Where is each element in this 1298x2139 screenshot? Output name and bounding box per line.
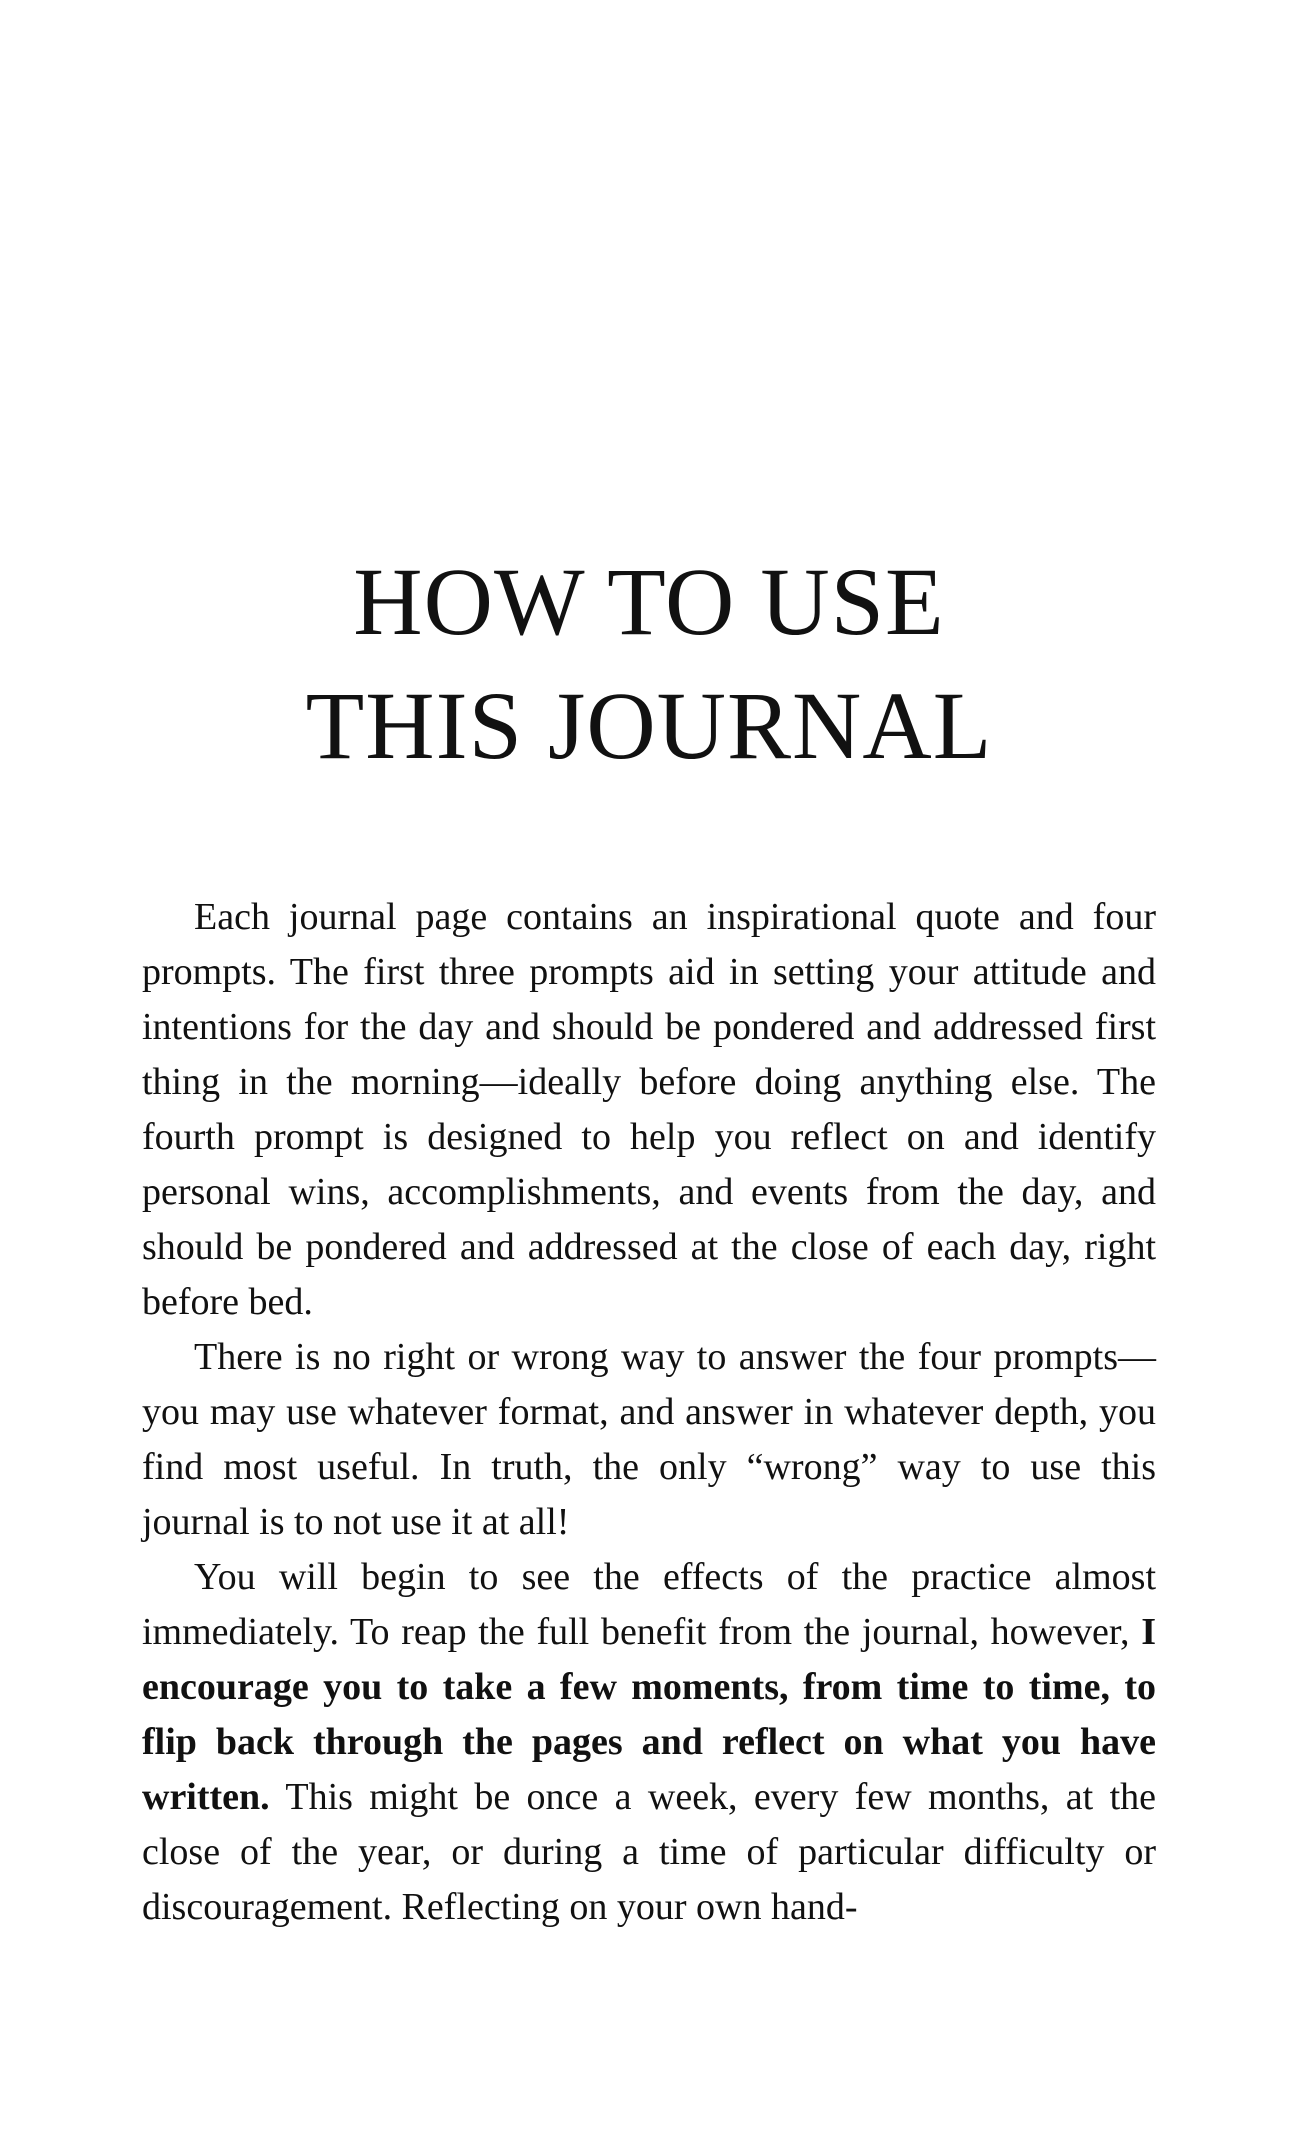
paragraph-1: Each journal page contains an inspirational quote and four prompts. The first three prompts aid in setting your attitude and intentions for the day and should be pondered and addressed first thing in the morning—ideally before doing anything else. The fourth prompt is designed to help you reflect on and identify personal wins, accomplishments, and events from the day, and should be pondered and addressed at the close of each day, right before bed.: [142, 896, 1156, 1323]
paragraph-3-start: You will begin to see the effects of the practice almost immediately. To reap the full benefit from the journal, however,: [142, 1556, 1156, 1653]
paragraph-2: There is no right or wrong way to answer the four prompts—you may use whatever format, and answer in whatever depth, you find most useful. In truth, the only “wrong” way to use this journal is to not use it at all!: [142, 1336, 1156, 1543]
page-title: [0, 540, 1298, 788]
page-title-line-1: HOW TO USE: [353, 548, 945, 655]
paragraph-3: [142, 1550, 1156, 1935]
page-title-line-2: THIS JOURNAL: [305, 672, 993, 779]
paragraph-3-emphasis: I encourage you to take a few moments, from time to time, to flip back through the pages and reflect on what you have written.: [142, 1611, 1156, 1818]
body-text: [142, 890, 1156, 1935]
paragraph-3-end: This might be once a week, every few months, at the close of the year, or during a time of particular difficulty or discouragement. Reflecting on your own hand-: [142, 1776, 1156, 1928]
